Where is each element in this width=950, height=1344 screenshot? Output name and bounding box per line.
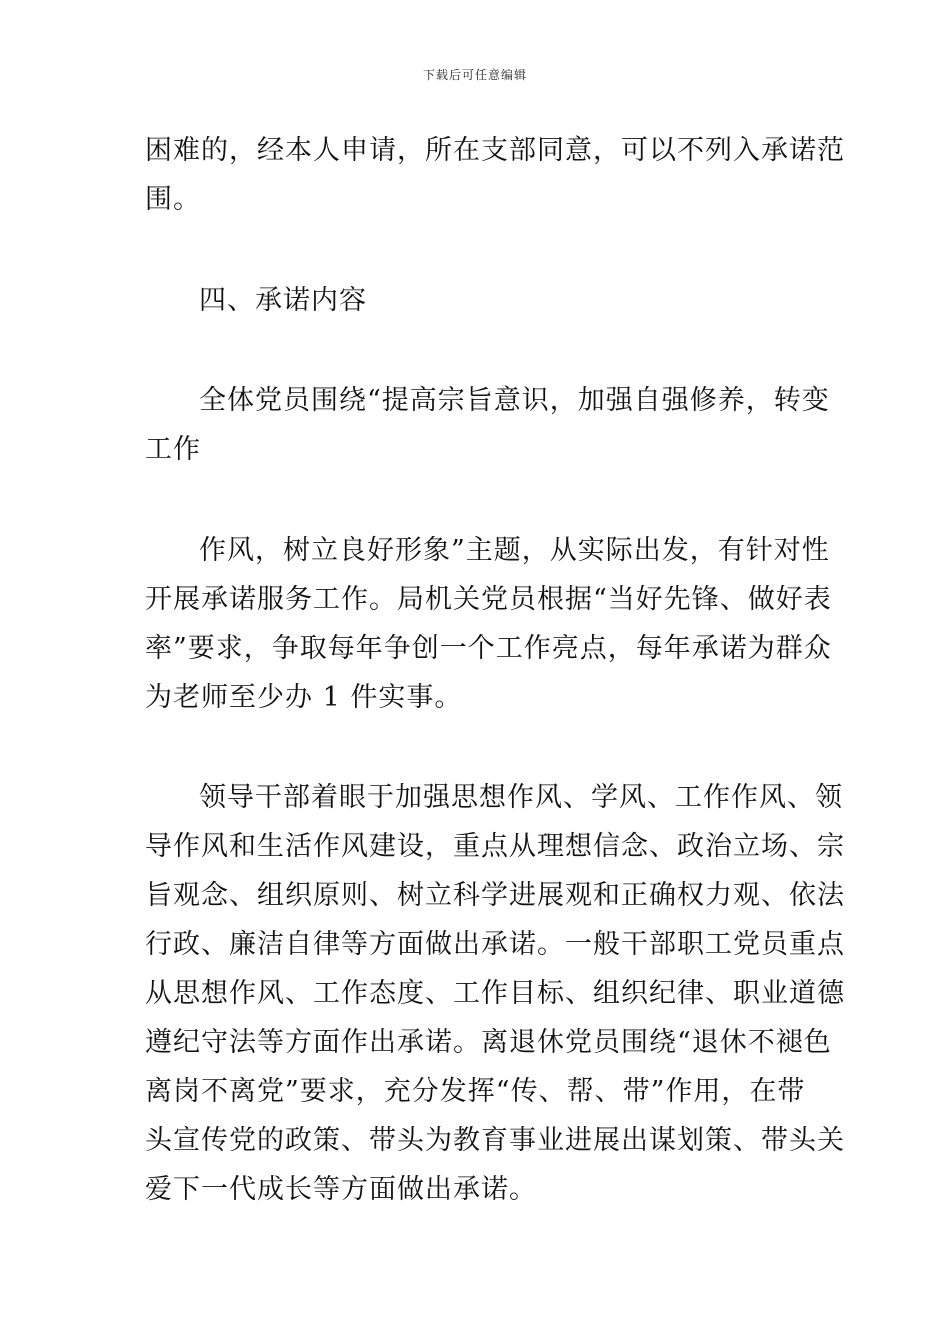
text-line: 作风，树立良好形象”主题，从实际出发，有针对性 xyxy=(199,535,830,566)
text-line: 为老师至少办 1 件实事。 xyxy=(145,682,463,713)
text-line: 率”要求，争取每年争创一个工作亮点，每年承诺为群众 xyxy=(145,633,832,664)
text-line: 从思想作风、工作态度、工作目标、组织纪律、职业道德 xyxy=(145,978,845,1009)
paragraph-4 xyxy=(145,526,832,722)
text-line: 旨观念、组织原则、树立科学进展观和正确权力观、依法 xyxy=(145,880,845,911)
text-line: 困难的，经本人申请，所在支部同意，可以不列入承诺范 xyxy=(145,135,845,166)
text-line: 工作 xyxy=(145,434,201,465)
heading-text: 四、承诺内容 xyxy=(199,285,367,316)
text-line: 开展承诺服务工作。局机关党员根据“当好先锋、做好表 xyxy=(145,584,832,615)
text-line: 爱下一代成长等方面做出承诺。 xyxy=(145,1174,537,1205)
text-line: 离岗不离党”要求，充分发挥“传、帮、带”作用，在带 xyxy=(145,1076,806,1107)
text-line: 围。 xyxy=(145,184,201,215)
text-line: 遵纪守法等方面作出承诺。离退休党员围绕“退休不褪色 xyxy=(145,1027,832,1058)
text-line: 导作风和生活作风建设，重点从理想信念、政治立场、宗 xyxy=(145,831,845,862)
paragraph-5 xyxy=(145,773,845,1214)
page-header: 下载后可任意编辑 xyxy=(422,68,527,82)
text-line: 行政、廉洁自律等方面做出承诺。一般干部职工党员重点 xyxy=(145,929,845,960)
text-line: 全体党员围绕“提高宗旨意识，加强自强修养，转变 xyxy=(199,385,830,416)
paragraph-3 xyxy=(145,376,830,474)
paragraph-1 xyxy=(145,126,845,224)
text-line: 头宣传党的政策、带头为教育事业进展出谋划策、带头关 xyxy=(145,1125,845,1156)
text-line: 领导干部着眼于加强思想作风、学风、工作作风、领 xyxy=(199,782,843,813)
section-heading xyxy=(145,276,810,325)
